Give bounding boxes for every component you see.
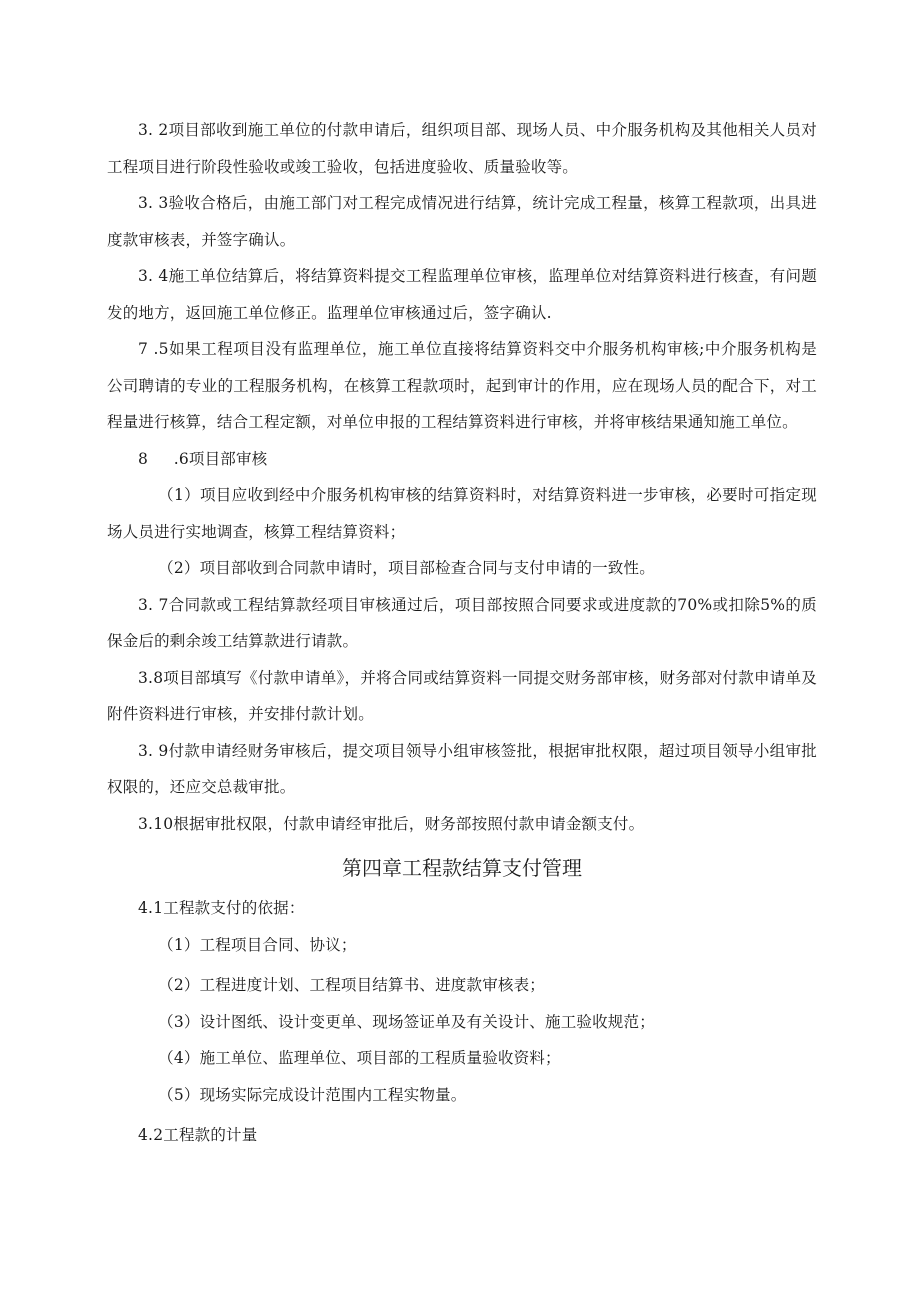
paragraph-4-1: 4.1工程款支付的依据： — [138, 899, 305, 917]
paragraph-3-8: 3.8项目部填写《付款申请单》，并将合同或结算资料一同提交财务部审核，财务部对付款申请单及附件资料进行审核，并安排付款计划。 — [107, 668, 817, 723]
paragraph-3-6-title: 8 .6项目部审核 — [138, 449, 268, 468]
paragraph-3-5: 7 .5如果工程项目没有监理单位，施工单位直接将结算资料交中介服务机构审核;中介服务机构是公司聘请的专业的工程服务机构，在核算工程款项时，起到审计的作用，应在现场人员的配合下，对工程量进行核算，结合工程定额，对单位申报的工程结算资料进行审核，并将审核结果通知施工单位。 — [107, 340, 817, 431]
paragraph-4-1-item-5: （5）现场实际完成设计范围内工程实物量。 — [158, 1085, 467, 1104]
paragraph-4-1-item-2: （2）工程进度计划、工程项目结算书、进度款审核表； — [158, 976, 546, 994]
paragraph-3-6-item-1: （1）项目应收到经中介服务机构审核的结算资料时，对结算资料进一步审核，必要时可指定现场人员进行实地调查，核算工程结算资料； — [107, 486, 817, 541]
document-page — [107, 112, 817, 1154]
paragraph-4-2: 4.2工程款的计量 — [138, 1126, 258, 1144]
paragraph-3-3: 3. 3验收合格后，由施工部门对工程完成情况进行结算，统计完成工程量，核算工程款项，出具进度款审核表，并签字确认。 — [107, 194, 817, 249]
paragraph-4-1-item-4: （4）施工单位、监理单位、项目部的工程质量验收资料； — [158, 1049, 561, 1067]
paragraph-3-4: 3. 4施工单位结算后，将结算资料提交工程监理单位审核，监理单位对结算资料进行核查，有问题发的地方，返回施工单位修正。监理单位审核通过后，签字确认. — [107, 267, 817, 322]
paragraph-4-1-item-1: （1）工程项目合同、协议； — [158, 935, 357, 954]
paragraph-3-2: 3. 2项目部收到施工单位的付款申请后，组织项目部、现场人员、中介服务机构及其他相关人员对工程项目进行阶段性验收或竣工验收，包括进度验收、质量验收等。 — [107, 121, 817, 176]
paragraph-3-7: 3. 7合同款或工程结算款经项目审核通过后，项目部按照合同要求或进度款的70%或扣除5%的质保金后的剩余竣工结算款进行请款。 — [107, 595, 817, 650]
paragraph-3-9: 3. 9付款申请经财务审核后，提交项目领导小组审核签批，根据审批权限，超过项目领导小组审批权限的，还应交总裁审批。 — [107, 741, 817, 796]
paragraph-3-10: 3.10根据审批权限，付款申请经审批后，财务部按照付款申请金额支付。 — [138, 814, 645, 833]
chapter-heading: 第四章工程款结算支付管理 — [342, 856, 582, 880]
paragraph-4-1-item-3: （3）设计图纸、设计变更单、现场签证单及有关设计、施工验收规范； — [158, 1012, 655, 1031]
paragraph-3-6-item-2: （2）项目部收到合同款申请时，项目部检查合同与支付申请的一致性。 — [158, 559, 655, 577]
